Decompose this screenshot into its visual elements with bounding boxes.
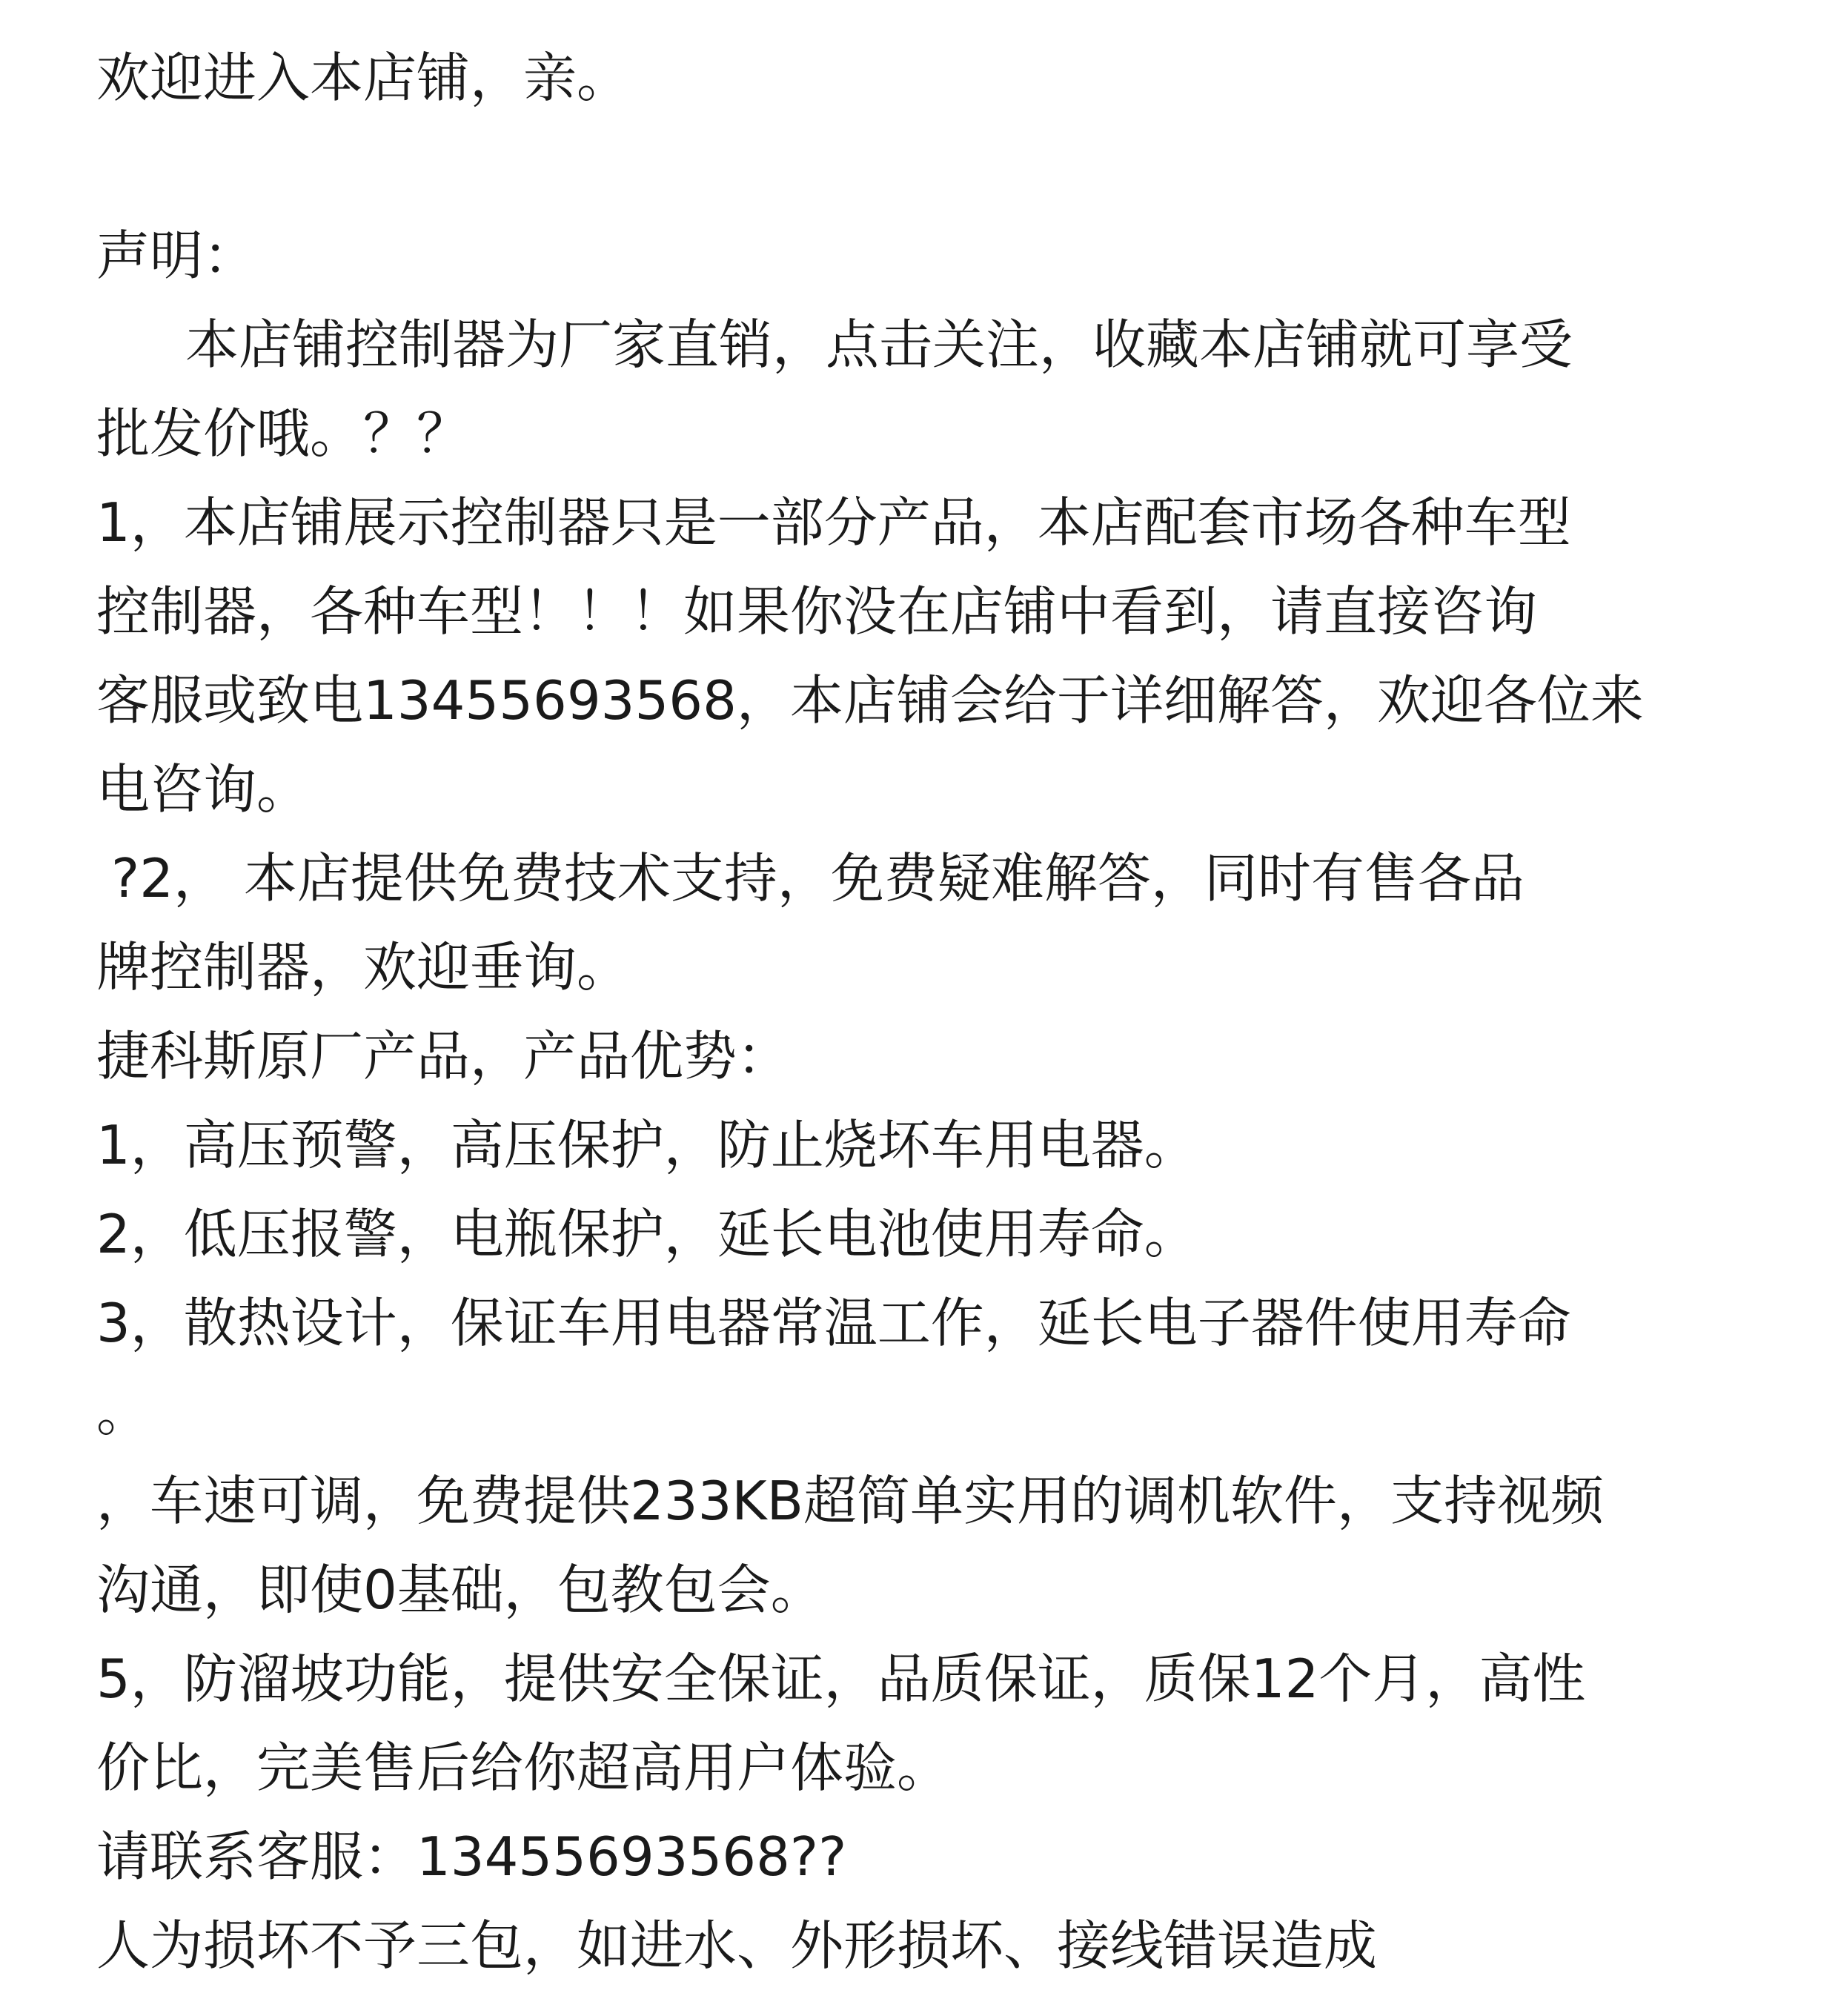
notice-line-6: 电咨询。 <box>96 758 311 820</box>
advantage-line-1: 1，高压预警，高压保护，防止烧坏车用电器。 <box>96 1114 1198 1176</box>
notice-line-4: 控制器，各种车型！！！如果你没在店铺中看到，请直接咨询 <box>96 580 1538 643</box>
notice-line-8: 牌控制器，欢迎垂询。 <box>96 936 631 998</box>
warranty-line: 人为损坏不予三包，如进水、外形损坏、接线错误造成 <box>96 1914 1378 1977</box>
contact-line: 请联系客服：13455693568?? <box>96 1826 847 1888</box>
advantage-line-3-end: 。 <box>96 1381 150 1443</box>
advantage-line-4: ，车速可调，免费提供233KB超简单实用的调机软件，支持视频 <box>96 1470 1605 1532</box>
greeting-line: 欢迎进入本店铺，亲。 <box>96 47 631 109</box>
advantage-line-5: 5，防溜坡功能，提供安全保证，品质保证，质保12个月，高性 <box>96 1648 1586 1710</box>
notice-line-7: ?2， 本店提供免费技术支持，免费疑难解答，同时有售各品 <box>111 847 1525 909</box>
notice-line-5: 客服或致电13455693568，本店铺会给于详细解答，欢迎各位来 <box>96 669 1644 732</box>
notice-heading: 声明： <box>96 225 257 287</box>
advantage-line-3: 3，散热设计，保证车用电器常温工作，延长电子器件使用寿命 <box>96 1292 1571 1354</box>
advantage-line-2: 2，低压报警，电瓶保护，延长电池使用寿命。 <box>96 1203 1198 1265</box>
notice-line-1: 本店铺控制器为厂家直销，点击关注，收藏本店铺就可享受 <box>185 314 1573 376</box>
advantage-line-5-cont: 价比，完美售后给你超高用户体验。 <box>96 1737 951 1799</box>
advantage-line-4-cont: 沟通，即使0基础，包教包会。 <box>96 1559 824 1621</box>
notice-line-3: 1，本店铺展示控制器只是一部分产品，本店配套市场各种车型 <box>96 491 1571 554</box>
advantages-heading: 捷科斯原厂产品，产品优势： <box>96 1025 791 1087</box>
notice-line-2: 批发价哦。？？ <box>96 402 471 465</box>
